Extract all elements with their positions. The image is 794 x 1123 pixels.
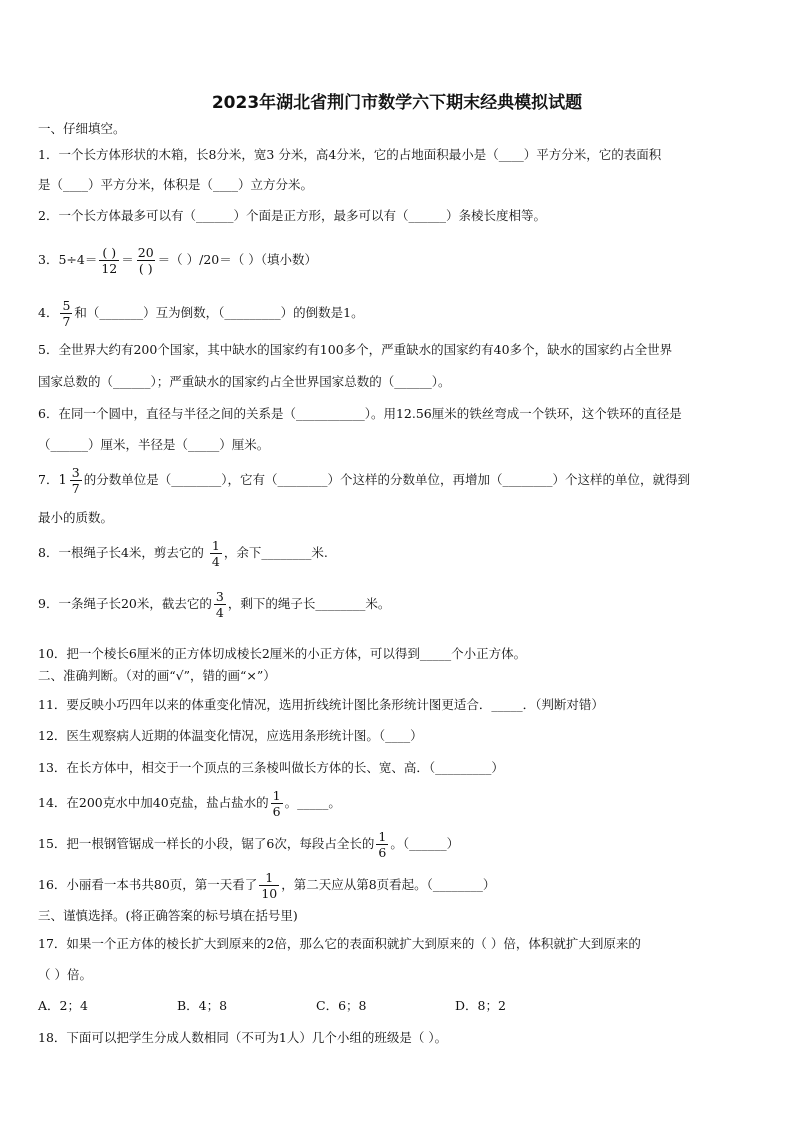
question-4-prefix: 4． — [38, 305, 59, 320]
question-17-options — [38, 998, 594, 1014]
question-4-suffix: 和（_______）互为倒数，（_________）的倒数是1。 — [74, 305, 364, 320]
fraction-blank-over-12 — [99, 245, 119, 276]
fraction-denominator: 6 — [272, 804, 281, 819]
fraction-1-6 — [271, 788, 283, 819]
question-7-suffix: 的分数单位是（________），它有（________）个这样的分数单位，再增加（________）个这样的单位，就得到 — [83, 472, 690, 487]
question-17-line-2: （ ）倍。 — [38, 967, 92, 982]
section-heading-choice: 三、谨慎选择。(将正确答案的标号填在括号里) — [38, 908, 298, 923]
question-12: 12．医生观察病人近期的体温变化情况，应选用条形统计图。（____） — [38, 728, 423, 743]
fraction-3-7 — [70, 465, 82, 496]
question-8 — [38, 538, 328, 569]
fraction-numerator: 1 — [265, 870, 274, 885]
question-15 — [38, 829, 459, 860]
option-c[interactable]: C．6；8 — [316, 998, 367, 1013]
fraction-denominator: 4 — [215, 605, 224, 620]
fraction-denominator: ( ) — [138, 261, 153, 276]
equals-sign: ＝ — [121, 252, 134, 267]
fraction-1-4 — [210, 538, 222, 569]
question-1-line-1: 1．一个长方体形状的木箱，长8分米，宽3 分米，高4分米，它的占地面积最小是（____）平方分米，它的表面积 — [38, 147, 662, 162]
question-1-line-2: 是（____）平方分米，体积是（____）立方分米。 — [38, 177, 314, 192]
question-2: 2．一个长方体最多可以有（______）个面是正方形，最多可以有（______）条棱长度相等。 — [38, 208, 546, 223]
question-15-suffix: 。（______） — [390, 836, 460, 851]
question-15-prefix: 15．把一根钢管锯成一样长的小段，锯了6次，每段占全长的 — [38, 836, 375, 851]
section-heading-judge: 二、准确判断。（对的画“√”，错的画“×”） — [38, 668, 276, 683]
question-5-line-1: 5．全世界大约有200个国家，其中缺水的国家约有100多个，严重缺水的国家约有40多个，缺水的国家约占全世界 — [38, 342, 673, 357]
fraction-numerator: 3 — [71, 465, 80, 480]
fraction-1-10 — [259, 870, 279, 901]
section-heading-fill-blank: 一、仔细填空。 — [38, 121, 126, 136]
question-16 — [38, 870, 495, 901]
question-3 — [38, 245, 317, 276]
fraction-denominator: 12 — [101, 261, 118, 276]
fraction-1-6 — [376, 829, 388, 860]
option-a[interactable]: A．2；4 — [38, 998, 88, 1013]
question-7-prefix: 7． — [38, 472, 59, 487]
option-b[interactable]: B．4；8 — [177, 998, 228, 1013]
fraction-denominator: 10 — [261, 886, 278, 901]
option-d[interactable]: D．8；2 — [455, 998, 506, 1013]
fraction-numerator: 1 — [378, 829, 387, 844]
fraction-numerator: 5 — [62, 298, 71, 313]
question-6-line-2: （______）厘米，半径是（_____）厘米。 — [38, 437, 270, 452]
mixed-number-whole: 1 — [58, 473, 67, 488]
question-10: 10．把一个棱长6厘米的正方体切成棱长2厘米的小正方体，可以得到_____个小正方体。 — [38, 646, 527, 661]
fraction-numerator: 1 — [272, 788, 281, 803]
question-3-suffix: ＝（ ）/20＝（ ）（填小数） — [157, 252, 317, 267]
question-5-line-2: 国家总数的（______）；严重缺水的国家约占全世界国家总数的（______）。 — [38, 374, 451, 389]
question-9-prefix: 9．一条绳子长20米，截去它的 — [38, 596, 212, 611]
question-18: 18．下面可以把学生分成人数相同（不可为1人）几个小组的班级是（ ）。 — [38, 1030, 448, 1045]
question-4 — [38, 298, 364, 329]
question-8-prefix: 8．一根绳子长4米，剪去它的 — [38, 545, 208, 560]
fraction-denominator: 4 — [211, 554, 220, 569]
question-3-prefix: 3．5÷4＝ — [38, 252, 98, 267]
question-16-suffix: ，第二天应从第8页看起。（________） — [281, 877, 496, 892]
fraction-denominator: 6 — [378, 845, 387, 860]
question-14 — [38, 788, 341, 819]
fraction-5-7 — [60, 298, 72, 329]
fraction-20-over-blank — [136, 245, 156, 276]
question-6-line-1: 6．在同一个圆中，直径与半径之间的关系是（___________）。用12.56厘米的铁丝弯成一个铁环，这个铁环的直径是 — [38, 406, 682, 421]
question-9-suffix: ，剩下的绳子长________米。 — [227, 596, 391, 611]
question-8-suffix: ，余下________米. — [223, 545, 328, 560]
fraction-denominator: 7 — [71, 481, 80, 496]
fraction-numerator: 1 — [211, 538, 220, 553]
question-7-line-2: 最小的质数。 — [38, 510, 114, 525]
question-17-line-1: 17．如果一个正方体的棱长扩大到原来的2倍，那么它的表面积就扩大到原来的（ ）倍，体积就扩大到原来的 — [38, 936, 641, 951]
question-11: 11．要反映小巧四年以来的体重变化情况，选用折线统计图比条形统计图更适合．_____．（判断对错） — [38, 697, 604, 712]
question-14-suffix: 。_____。 — [284, 795, 341, 810]
fraction-denominator: 7 — [62, 314, 71, 329]
question-9 — [38, 589, 390, 620]
fraction-3-4 — [214, 589, 226, 620]
question-16-prefix: 16．小丽看一本书共80页，第一天看了 — [38, 877, 258, 892]
question-14-prefix: 14．在200克水中加40克盐，盐占盐水的 — [38, 795, 269, 810]
page-title: 2023年湖北省荆门市数学六下期末经典模拟试题 — [211, 93, 583, 113]
fraction-numerator: ( ) — [102, 245, 117, 260]
fraction-numerator: 3 — [215, 589, 224, 604]
fraction-numerator: 20 — [137, 245, 154, 260]
question-13: 13．在长方体中，相交于一个顶点的三条棱叫做长方体的长、宽、高．（_________） — [38, 760, 504, 775]
question-7-line-1 — [38, 465, 690, 496]
